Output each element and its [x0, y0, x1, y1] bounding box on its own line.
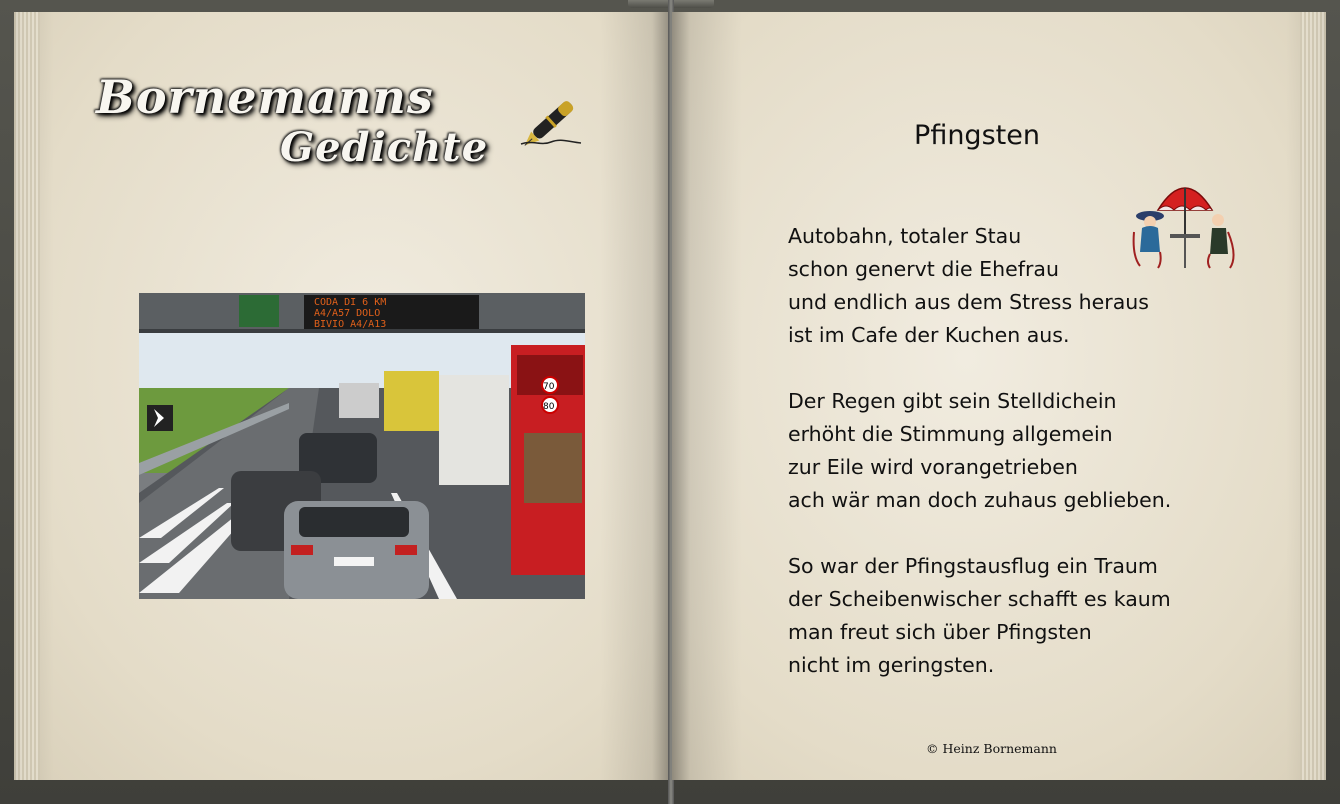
traffic-jam-photo [139, 293, 585, 599]
poem-line: ist im Cafe der Kuchen aus. [788, 323, 1070, 347]
poem-line: und endlich aus dem Stress heraus [788, 290, 1149, 314]
copyright-notice: © Heinz Bornemann [926, 741, 1057, 756]
speed-sign-70: 70 [543, 382, 555, 392]
poem-line: erhöht die Stimmung allgemein [788, 422, 1113, 446]
right-page [672, 12, 1326, 780]
poem-line: So war der Pfingstausflug ein Traum [788, 554, 1158, 578]
poem-line: schon genervt die Ehefrau [788, 257, 1059, 281]
poem-body [788, 220, 1258, 715]
left-page [14, 12, 670, 780]
poem-stanza-1 [788, 220, 1258, 352]
poem-stanza-2 [788, 385, 1258, 517]
page-edge-lines [14, 12, 40, 780]
speed-sign-80: 80 [543, 402, 555, 412]
sign-line-1: CODA DI 6 KM [314, 297, 387, 308]
sign-line-2: A4/A57 DOLO [314, 308, 381, 319]
logo-title-line2: Gedichte [280, 124, 489, 171]
poem-line: zur Eile wird vorangetrieben [788, 455, 1078, 479]
poem-stanza-3 [788, 550, 1258, 682]
page-edge-lines [1300, 12, 1326, 780]
fountain-pen-icon [511, 86, 595, 154]
poem-line: nicht im geringsten. [788, 653, 995, 677]
site-logo[interactable] [84, 62, 504, 182]
poem-line: ach wär man doch zuhaus geblieben. [788, 488, 1172, 512]
poem-line: der Scheibenwischer schafft es kaum [788, 587, 1171, 611]
sign-line-3: BIVIO A4/A13 [314, 319, 387, 330]
poem-line: man freut sich über Pfingsten [788, 620, 1092, 644]
poem-line: Autobahn, totaler Stau [788, 224, 1022, 248]
poem-title: Pfingsten [914, 120, 1040, 151]
poem-line: Der Regen gibt sein Stelldichein [788, 389, 1117, 413]
logo-title-line1: Bornemanns [96, 70, 434, 124]
